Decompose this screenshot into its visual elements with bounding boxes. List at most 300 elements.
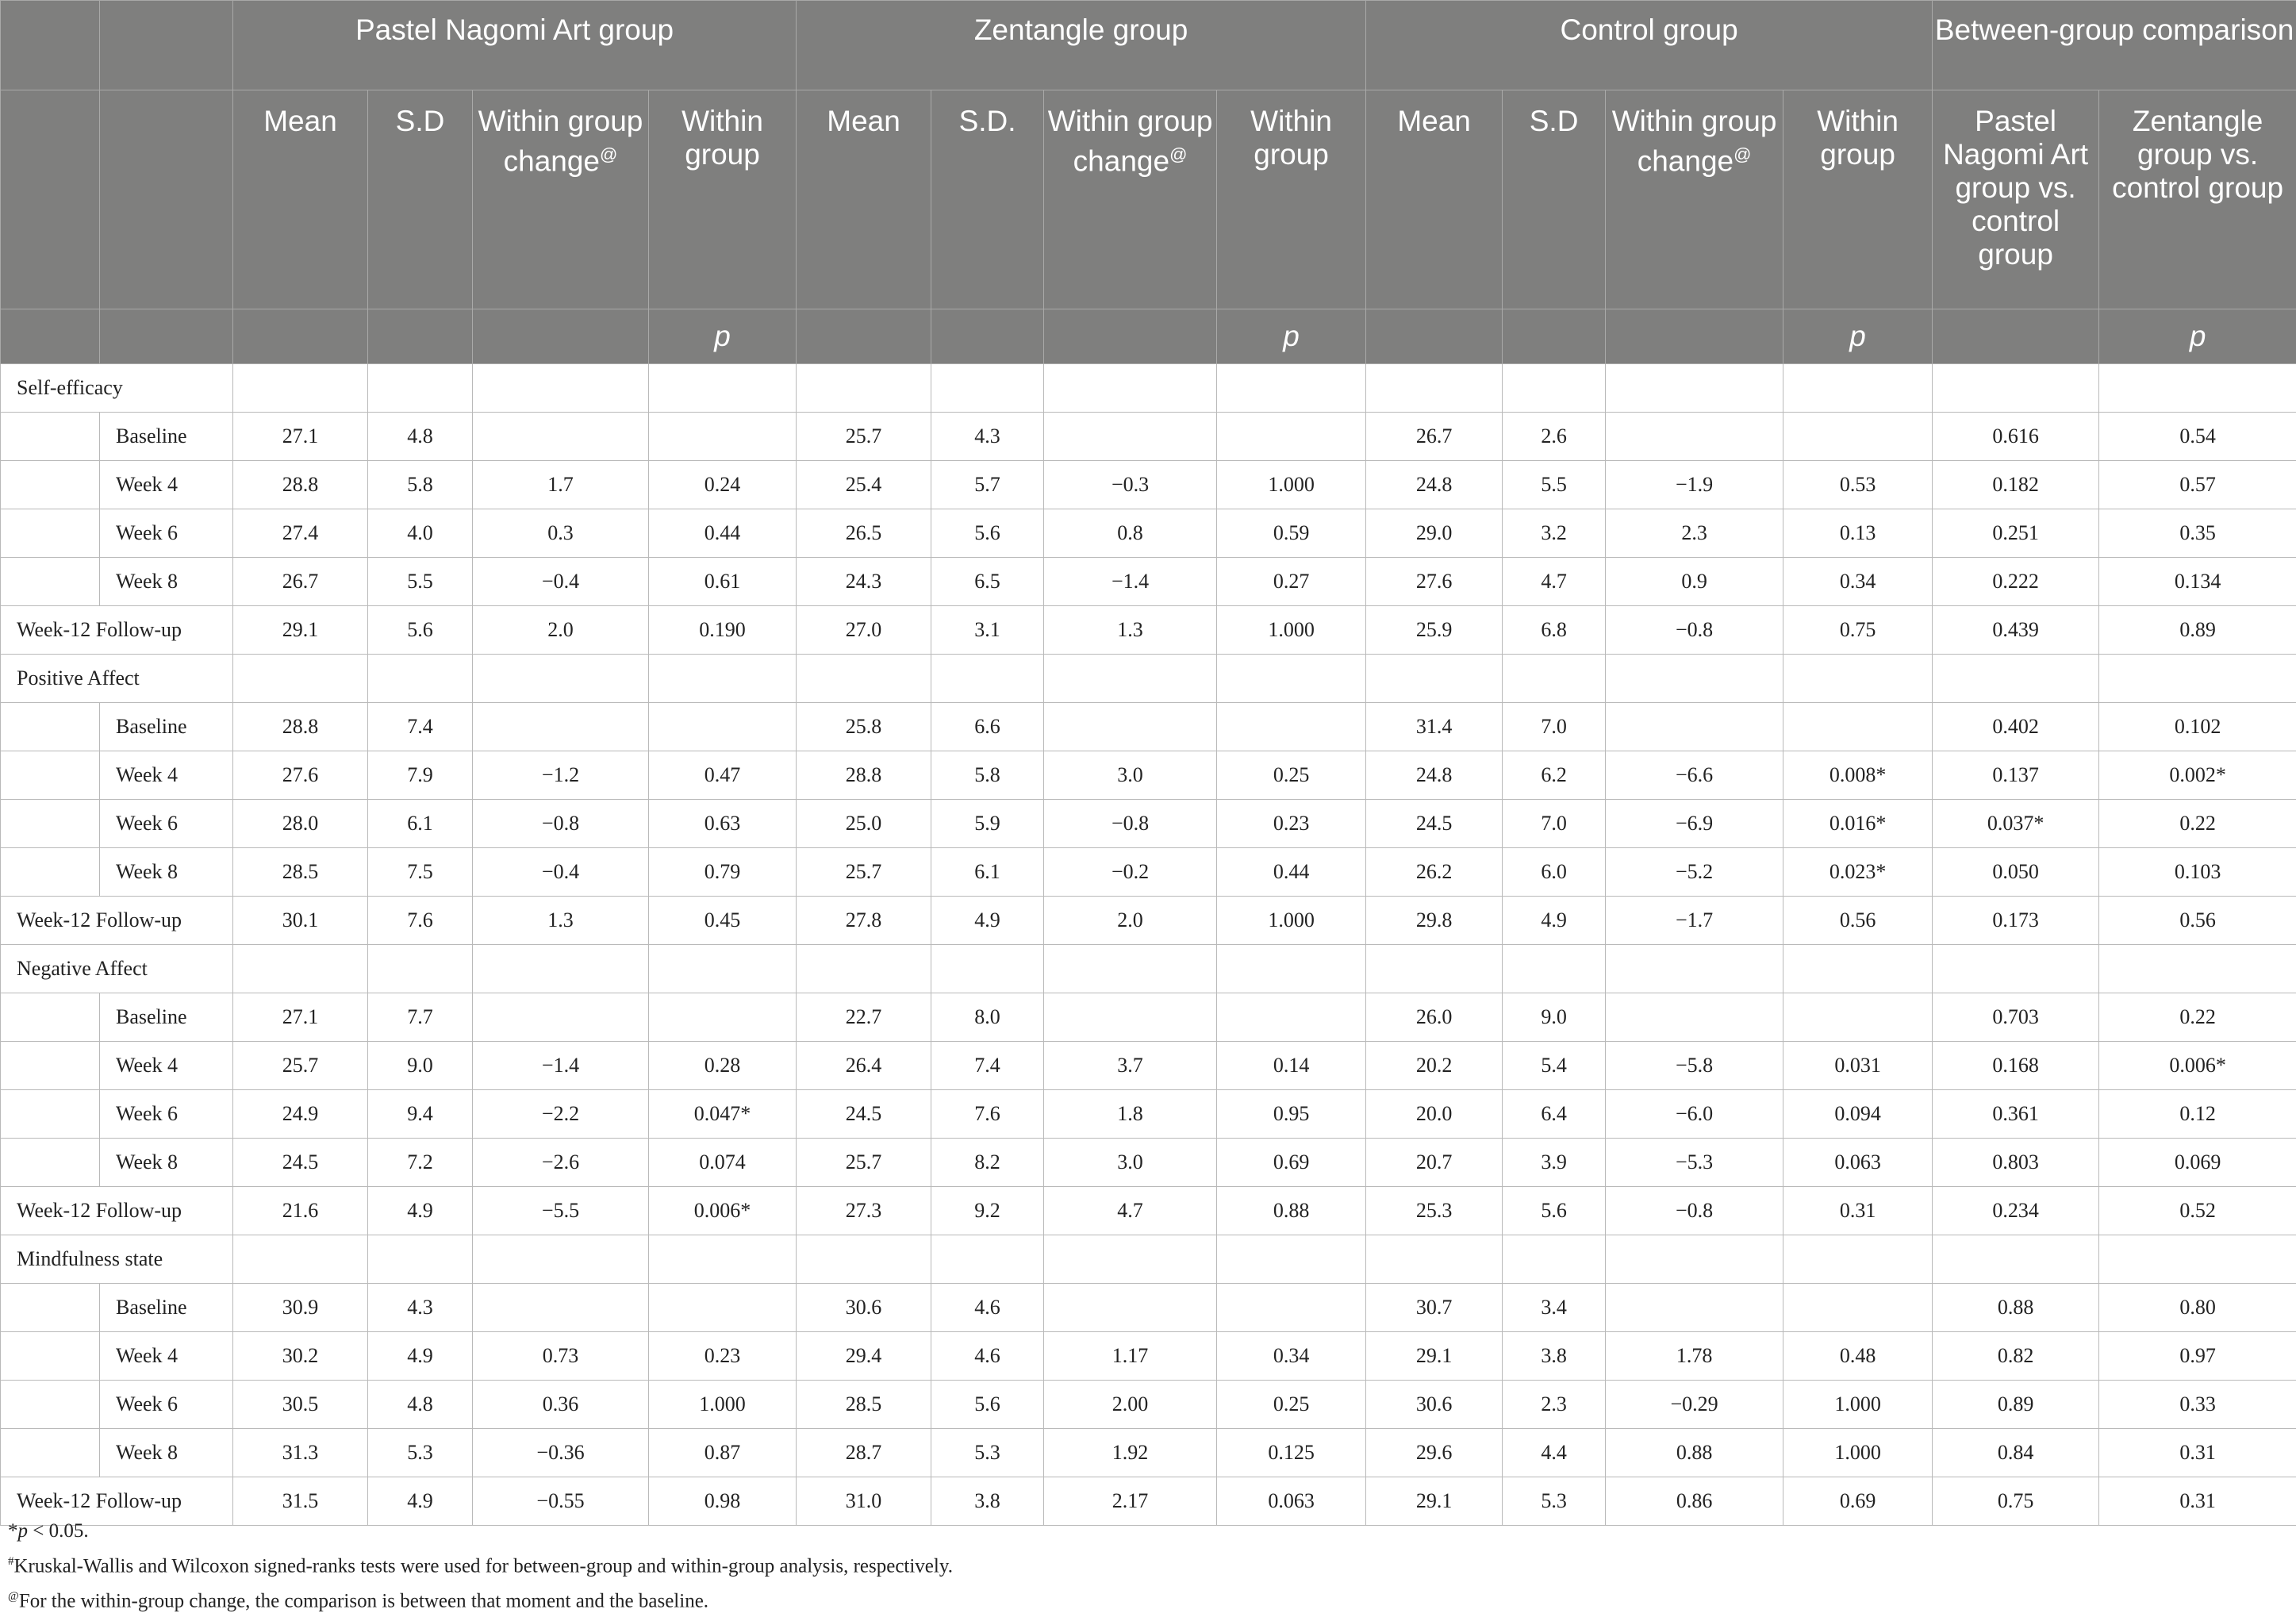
footnote-p: p [18,1520,29,1542]
table-cell: 29.4 [797,1332,931,1381]
empty-cell [368,655,473,703]
table-cell: 0.050 [1933,848,2099,897]
indent-cell [1,1042,100,1090]
table-cell [1217,993,1366,1042]
header-blank [473,309,649,364]
table-cell: 27.0 [797,606,931,655]
table-cell: 0.69 [1783,1477,1933,1526]
table-cell: 7.6 [368,897,473,945]
empty-cell [1044,945,1217,993]
table-cell: 27.6 [1366,558,1503,606]
table-cell: 0.36 [473,1381,649,1429]
empty-cell [1933,945,2099,993]
table-cell: 1.92 [1044,1429,1217,1477]
table-row [1,1042,2296,1090]
table-cell: 0.234 [1933,1187,2099,1235]
table-cell: 0.3 [473,509,649,558]
table-cell: 0.002* [2099,751,2296,800]
table-cell: 28.0 [233,800,368,848]
table-cell: 0.34 [1217,1332,1366,1381]
table-cell: 3.1 [931,606,1044,655]
p-label: p [2099,309,2296,364]
table-cell: 0.56 [1783,897,1933,945]
empty-cell [797,945,931,993]
header-blank [797,309,931,364]
empty-cell [2099,945,2296,993]
table-cell: 2.0 [1044,897,1217,945]
table-cell: 0.88 [1933,1284,2099,1332]
table-cell: 29.0 [1366,509,1503,558]
table-cell: 0.44 [649,509,797,558]
table-cell: 29.1 [233,606,368,655]
table-cell [1606,993,1783,1042]
empty-cell [1217,655,1366,703]
table-cell: 0.25 [1217,1381,1366,1429]
empty-cell [1503,364,1606,413]
table-cell: 20.7 [1366,1139,1503,1187]
table-cell: 0.22 [2099,800,2296,848]
col-header-sd: S.D [1503,90,1606,309]
table-cell [473,1284,649,1332]
table-row [1,606,2296,655]
table-cell: 3.8 [1503,1332,1606,1381]
table-cell [1217,413,1366,461]
section-label: Negative Affect [1,945,233,993]
table-cell: 27.6 [233,751,368,800]
table-cell: 0.616 [1933,413,2099,461]
table-cell: 29.1 [1366,1332,1503,1381]
row-label: Week 4 [100,461,233,509]
table-cell: 0.88 [1217,1187,1366,1235]
indent-cell [1,703,100,751]
empty-cell [368,1235,473,1284]
table-cell: 1.3 [1044,606,1217,655]
table-cell [1217,1284,1366,1332]
table-cell: 5.6 [1503,1187,1606,1235]
empty-cell [1933,1235,2099,1284]
table-cell: −0.55 [473,1477,649,1526]
table-cell: 4.3 [368,1284,473,1332]
table-row [1,461,2296,509]
table-cell: 0.402 [1933,703,2099,751]
empty-cell [473,364,649,413]
row-label: Week 6 [100,1381,233,1429]
header-blank [1503,309,1606,364]
empty-cell [1606,364,1783,413]
table-cell: −2.6 [473,1139,649,1187]
table-cell: 24.5 [233,1139,368,1187]
table-cell: 28.8 [797,751,931,800]
table-cell: 0.89 [1933,1381,2099,1429]
table-cell: 0.75 [1783,606,1933,655]
table-cell: 26.7 [1366,413,1503,461]
table-cell: 6.5 [931,558,1044,606]
table-row [1,848,2296,897]
table-cell: 31.0 [797,1477,931,1526]
table-cell: 2.0 [473,606,649,655]
table-cell: 27.3 [797,1187,931,1235]
header-blank [100,90,233,309]
table-cell: 31.4 [1366,703,1503,751]
empty-cell [2099,1235,2296,1284]
col-header-change: Within group change@ [1606,90,1783,309]
section-row [1,1235,2296,1284]
table-cell: 5.8 [931,751,1044,800]
header-blank [368,309,473,364]
empty-cell [1503,1235,1606,1284]
table-cell: 0.173 [1933,897,2099,945]
footnote-star: * [8,1520,18,1542]
empty-cell [1606,655,1783,703]
row-label: Week 6 [100,800,233,848]
table-cell: 0.23 [1217,800,1366,848]
table-cell: 0.98 [649,1477,797,1526]
table-cell: −0.2 [1044,848,1217,897]
table-row [1,413,2296,461]
table-cell: 2.3 [1606,509,1783,558]
footnote-mark: # [8,1555,14,1568]
row-label: Week 8 [100,848,233,897]
table-cell [1044,1284,1217,1332]
table-cell: 3.0 [1044,1139,1217,1187]
table-cell: −0.29 [1606,1381,1783,1429]
empty-cell [1366,945,1503,993]
table-cell: 1.000 [1783,1429,1933,1477]
table-cell: 0.53 [1783,461,1933,509]
row-label: Week 4 [100,1042,233,1090]
row-label: Baseline [100,993,233,1042]
header-row-groups [1,1,2296,90]
table-cell: 0.56 [2099,897,2296,945]
table-cell: 28.7 [797,1429,931,1477]
table-cell [1606,1284,1783,1332]
empty-cell [473,945,649,993]
table-cell: 24.5 [797,1090,931,1139]
row-label: Week 8 [100,558,233,606]
table-cell [473,703,649,751]
table-cell: −0.4 [473,848,649,897]
table-cell: −0.8 [1606,1187,1783,1235]
table-cell: 6.8 [1503,606,1606,655]
table-cell: 5.6 [931,1381,1044,1429]
table-cell: 25.8 [797,703,931,751]
table-cell: 0.61 [649,558,797,606]
table-cell: 4.9 [1503,897,1606,945]
table-cell: 0.82 [1933,1332,2099,1381]
table-cell [649,703,797,751]
table-cell: 6.4 [1503,1090,1606,1139]
table-cell: 0.52 [2099,1187,2296,1235]
table-cell: 9.4 [368,1090,473,1139]
table-cell: 0.137 [1933,751,2099,800]
table-row [1,509,2296,558]
empty-cell [473,1235,649,1284]
empty-cell [931,945,1044,993]
empty-cell [1366,1235,1503,1284]
header-blank [233,309,368,364]
table-cell: 26.0 [1366,993,1503,1042]
table-cell: 0.28 [649,1042,797,1090]
table-cell: 0.25 [1217,751,1366,800]
table-cell: 0.33 [2099,1381,2296,1429]
table-cell: 28.5 [233,848,368,897]
table-cell: 24.9 [233,1090,368,1139]
header-blank [1,1,100,90]
table-cell: 2.6 [1503,413,1606,461]
table-cell: 25.9 [1366,606,1503,655]
empty-cell [1606,1235,1783,1284]
table-row [1,897,2296,945]
table-cell [473,993,649,1042]
table-cell: −0.8 [473,800,649,848]
table-cell [473,413,649,461]
col-header-mean: Mean [233,90,368,309]
table-cell: 27.8 [797,897,931,945]
table-cell: 1.000 [1217,461,1366,509]
table-cell: 0.88 [1606,1429,1783,1477]
header-zentangle-group: Zentangle group [797,1,1366,90]
table-cell [1783,1284,1933,1332]
empty-cell [1366,364,1503,413]
table-cell: 21.6 [233,1187,368,1235]
table-cell: 5.5 [368,558,473,606]
section-row [1,945,2296,993]
empty-cell [649,364,797,413]
empty-cell [931,1235,1044,1284]
table-cell: 0.79 [649,848,797,897]
empty-cell [1783,945,1933,993]
table-cell: 7.0 [1503,703,1606,751]
table-cell: 1.8 [1044,1090,1217,1139]
table-cell: 8.2 [931,1139,1044,1187]
table-cell: 0.134 [2099,558,2296,606]
empty-cell [233,1235,368,1284]
table-cell: 26.2 [1366,848,1503,897]
table-cell: 0.023* [1783,848,1933,897]
table-cell: 7.4 [368,703,473,751]
indent-cell [1,1090,100,1139]
table-cell [1606,703,1783,751]
table-cell [649,1284,797,1332]
table-header [1,1,2296,364]
table-cell [1044,413,1217,461]
table-footnotes [8,1515,953,1617]
empty-cell [233,945,368,993]
row-label: Week 6 [100,1090,233,1139]
table-cell: 4.4 [1503,1429,1606,1477]
table-cell: 0.9 [1606,558,1783,606]
table-cell [649,993,797,1042]
table-cell: 0.48 [1783,1332,1933,1381]
empty-cell [1783,1235,1933,1284]
empty-cell [1217,945,1366,993]
table-cell: 31.5 [233,1477,368,1526]
table-cell: 0.063 [1217,1477,1366,1526]
table-cell: 28.8 [233,703,368,751]
section-label: Self-efficacy [1,364,233,413]
table-cell: 30.7 [1366,1284,1503,1332]
header-blank [931,309,1044,364]
row-label: Week-12 Follow-up [1,606,233,655]
table-cell: 0.047* [649,1090,797,1139]
table-cell [1783,413,1933,461]
p-label: p [1217,309,1366,364]
table-cell: 25.7 [233,1042,368,1090]
empty-cell [931,655,1044,703]
table-cell: 4.6 [931,1332,1044,1381]
table-cell: 0.69 [1217,1139,1366,1187]
table-cell: −6.9 [1606,800,1783,848]
table-cell: 0.44 [1217,848,1366,897]
table-cell: 0.182 [1933,461,2099,509]
table-cell: 0.031 [1783,1042,1933,1090]
table-cell: 6.1 [931,848,1044,897]
table-cell: 7.6 [931,1090,1044,1139]
header-blank [1,309,100,364]
indent-cell [1,461,100,509]
table-cell: 0.190 [649,606,797,655]
indent-cell [1,1332,100,1381]
table-cell: −0.36 [473,1429,649,1477]
header-between-group: Between-group comparison [1933,1,2296,90]
table-cell: 1.000 [1217,897,1366,945]
table-cell: 30.6 [1366,1381,1503,1429]
table-cell: 7.4 [931,1042,1044,1090]
table-cell: 0.80 [2099,1284,2296,1332]
table-cell: −0.8 [1606,606,1783,655]
table-cell: 4.8 [368,413,473,461]
table-cell: 0.73 [473,1332,649,1381]
table-cell: 0.31 [2099,1477,2296,1526]
table-cell: 4.8 [368,1381,473,1429]
table-cell: 3.2 [1503,509,1606,558]
empty-cell [1503,945,1606,993]
footnote-tests-text: Kruskal-Wallis and Wilcoxon signed-ranks tests were used for between-group and within-group analysis, respectively. [14,1555,953,1577]
table-cell: 22.7 [797,993,931,1042]
table-cell: 27.1 [233,993,368,1042]
table-cell: 29.8 [1366,897,1503,945]
table-cell: 0.24 [649,461,797,509]
table-cell: −5.8 [1606,1042,1783,1090]
empty-cell [1044,1235,1217,1284]
table-cell: 25.4 [797,461,931,509]
table-cell: 0.47 [649,751,797,800]
empty-cell [649,655,797,703]
empty-cell [1503,655,1606,703]
col-header-sd: S.D. [931,90,1044,309]
row-label: Week-12 Follow-up [1,1477,233,1526]
table-cell: 0.006* [649,1187,797,1235]
table-cell: 25.7 [797,413,931,461]
row-label: Baseline [100,703,233,751]
empty-cell [931,364,1044,413]
table-cell: 0.006* [2099,1042,2296,1090]
table-cell: 5.3 [1503,1477,1606,1526]
empty-cell [233,655,368,703]
table-cell: 24.5 [1366,800,1503,848]
table-cell: 4.7 [1044,1187,1217,1235]
row-label: Baseline [100,1284,233,1332]
table-row [1,993,2296,1042]
table-cell: 5.3 [368,1429,473,1477]
table-cell: 25.7 [797,848,931,897]
table-cell: 0.95 [1217,1090,1366,1139]
indent-cell [1,751,100,800]
col-header-sd: S.D [368,90,473,309]
empty-cell [797,364,931,413]
empty-cell [368,945,473,993]
table-cell: 29.6 [1366,1429,1503,1477]
table-cell: 1.000 [1783,1381,1933,1429]
row-label: Week-12 Follow-up [1,1187,233,1235]
table-cell: 9.0 [368,1042,473,1090]
table-cell: 6.1 [368,800,473,848]
section-label: Mindfulness state [1,1235,233,1284]
col-header-change: Within group change@ [473,90,649,309]
row-label: Week-12 Follow-up [1,897,233,945]
table-cell: 0.803 [1933,1139,2099,1187]
table-cell: 0.13 [1783,509,1933,558]
table-cell: 26.4 [797,1042,931,1090]
table-cell: 0.168 [1933,1042,2099,1090]
indent-cell [1,558,100,606]
table-row [1,1284,2296,1332]
empty-cell [649,1235,797,1284]
table-cell [1217,703,1366,751]
table-cell: 28.8 [233,461,368,509]
table-cell: 0.103 [2099,848,2296,897]
table-cell: 24.3 [797,558,931,606]
indent-cell [1,1139,100,1187]
table-cell: −6.0 [1606,1090,1783,1139]
table-cell: 7.5 [368,848,473,897]
table-cell: 5.9 [931,800,1044,848]
section-row [1,364,2296,413]
table-cell: 20.2 [1366,1042,1503,1090]
table-cell: 0.703 [1933,993,2099,1042]
table-row [1,703,2296,751]
table-cell: 3.4 [1503,1284,1606,1332]
footnote-change-text: For the within-group change, the comparison is between that moment and the baseline. [19,1591,708,1612]
table-cell: 0.22 [2099,993,2296,1042]
table-cell: 2.17 [1044,1477,1217,1526]
table-cell: −2.2 [473,1090,649,1139]
table-cell: 7.7 [368,993,473,1042]
table-cell: 25.0 [797,800,931,848]
indent-cell [1,1284,100,1332]
indent-cell [1,800,100,848]
table-cell: 6.0 [1503,848,1606,897]
table-cell: 0.361 [1933,1090,2099,1139]
empty-cell [1783,364,1933,413]
empty-cell [1933,364,2099,413]
table-row [1,751,2296,800]
table-cell: 0.016* [1783,800,1933,848]
header-blank [100,309,233,364]
table-cell: 0.31 [2099,1429,2296,1477]
table-cell: 0.14 [1217,1042,1366,1090]
row-label: Week 6 [100,509,233,558]
col-header-change: Within group change@ [1044,90,1217,309]
table-cell: 0.037* [1933,800,2099,848]
col-header-pastel-vs-control: Pastel Nagomi Art group vs. control group [1933,90,2099,309]
table-cell: 3.9 [1503,1139,1606,1187]
table-cell: 6.2 [1503,751,1606,800]
table-row [1,1187,2296,1235]
footnote-threshold: < 0.05. [28,1520,89,1542]
table-cell [1783,703,1933,751]
empty-cell [1044,655,1217,703]
